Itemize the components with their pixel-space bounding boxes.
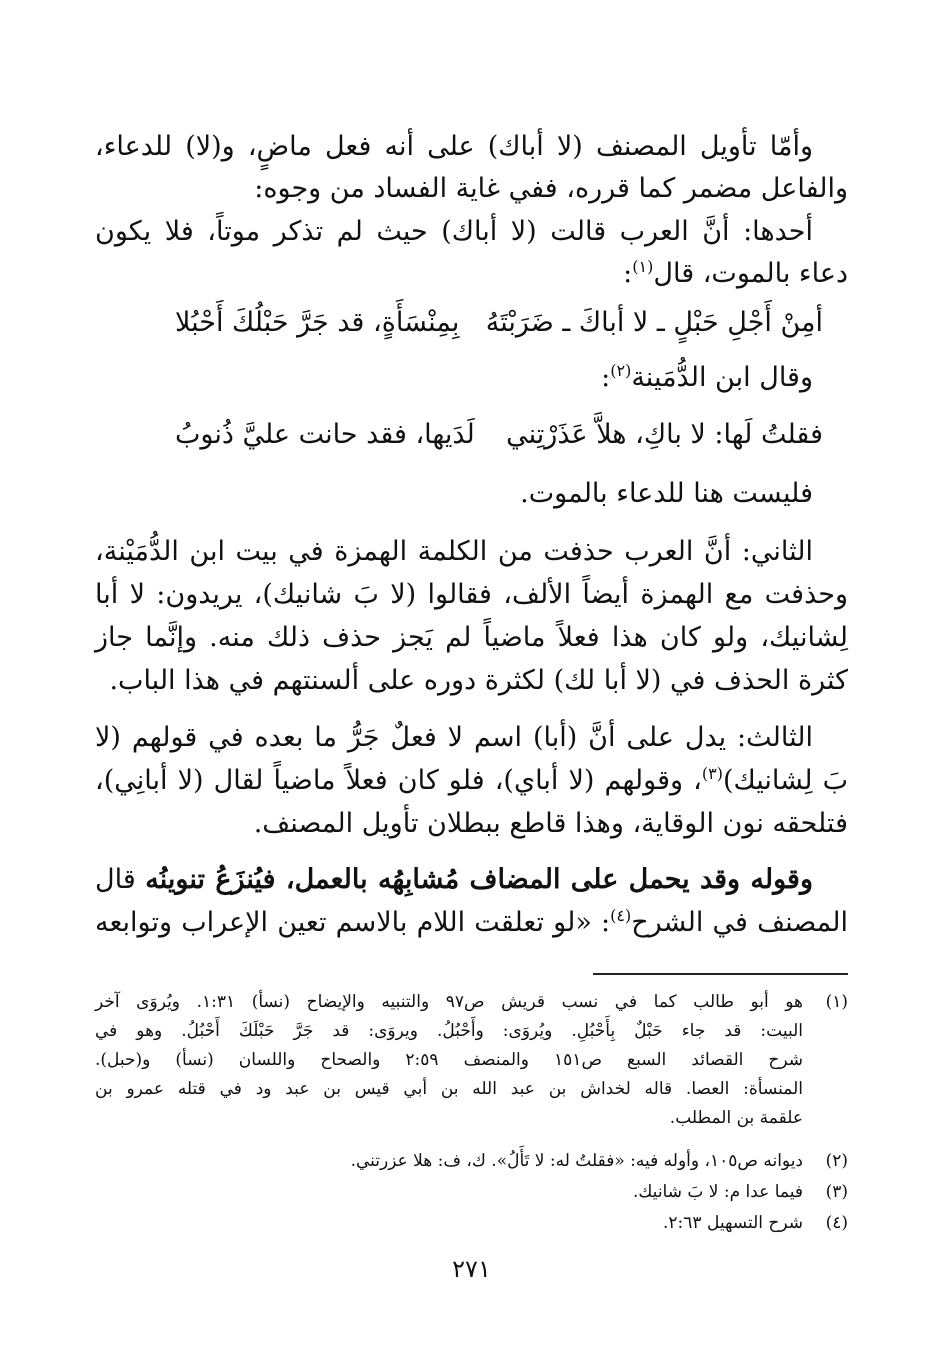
footnote-ref: (٢) (610, 361, 632, 380)
footnote-number: (٣) (825, 1182, 848, 1202)
body-line (95, 761, 848, 801)
body-line (95, 718, 813, 758)
body-line (95, 532, 813, 572)
footnote-number: (٤) (825, 1213, 848, 1233)
body-text: فليست هنا للدعاء بالموت. (520, 478, 813, 509)
body-text: وحذفت مع الهمزة أيضاً الألف، فقالوا (لا بَ شانيك)، يريدون: لا أبا (95, 579, 848, 610)
body-text: الثالث: يدل على أنَّ (أبا) اسم لا فعلٌ جَرُّ ما بعده في قولهم (لا (95, 722, 813, 753)
body-line (95, 169, 848, 209)
footnote-ref: (١) (632, 257, 654, 276)
body-text: فتلحقه نون الوقاية، وهذا قاطع ببطلان تأويل المصنف. (253, 808, 848, 839)
body-line (95, 575, 848, 615)
verse-hemistich-first: أمِنْ أَجْلِ حَبْلٍ ـ لا أباكَ ـ ضَرَبْتَهُ (485, 307, 823, 338)
body-text: بَ لِشانيك) (722, 765, 848, 796)
body-line (95, 618, 848, 658)
footnote-line: شرح القصائد السبع ص١٥١ والمنصف ٢:٥٩ والصحاح واللسان (نسأ) و(حبل). (95, 1050, 804, 1070)
footnote-line: هو أبو طالب كما في نسب قريش ص٩٧ والتنبيه والإيضاح (نسأ) ١:٣١. ويُروَى آخر (95, 992, 804, 1012)
footnote-line: علقمة بن المطلب. (669, 1108, 803, 1128)
body-text: : «لو تعلقت اللام بالاسم تعين الإعراب وتوابعه (95, 907, 611, 938)
footnote-line: ديوانه ص١٠٥، وأوله فيه: «فقلتُ له: لا تَأَلُ». ك، ف: هلا عزرتني. (350, 1151, 803, 1171)
body-text: كثرة الحذف في (لا أبا لك) لكثرة دوره على ألسنتهم في هذا الباب. (109, 665, 848, 696)
body-line (95, 903, 848, 943)
body-line (95, 127, 813, 167)
body-line (95, 860, 813, 900)
verse-hemistich-first: فقلتُ لَها: لا باكِ، هلاَّ عَذَرْتِني (506, 419, 823, 450)
verse-hemistich-second: لَدَيها، فقد حانت عليَّ ذُنوبُ (175, 419, 475, 450)
body-text: الثاني: أنَّ العرب حذفت من الكلمة الهمزة في بيت ابن الدُّمَيْنة، (95, 536, 813, 567)
body-line (95, 212, 813, 252)
body-text: قال (95, 864, 146, 895)
footnote-number: (٢) (825, 1151, 848, 1171)
footnote-line: شرح التسهيل ٢:٦٣. (663, 1213, 803, 1233)
footnote-separator (593, 973, 848, 975)
body-text: ، وقولهم (لا أباي)، فلو كان فعلاً ماضياً لقال (لا أبانِي)، (95, 765, 702, 796)
footnote-line: المنسأة: العصا. قاله لخداش بن عبد الله بن أبي قيس بن عبد ود في قتله عمرو بن (95, 1079, 803, 1099)
body-text: : (623, 258, 633, 289)
body-text: المصنف في الشرح (631, 907, 848, 938)
body-text: وأمّا تأويل المصنف (لا أباك) على أنه فعل ماضٍ، و(لا) للدعاء، (95, 131, 813, 162)
body-line (95, 358, 813, 398)
verse-hemistich-second: بِمِنْسَأَةٍ، قد جَرَّ حَبْلُكَ أَحْبُلا (175, 307, 460, 338)
quoted-matn-text: وقوله وقد يحمل على المضاف مُشابِهُه بالعمل، فيُنزَعُ تنوينُه (145, 864, 813, 895)
footnote-line: البيت: قد جاء حَبْلٌ بِأَحْبُلِ. ويُروَى: وأَحْبُلُ. ويروَى: قد جَرَّ حَبْلَكَ أَحْبُلُ. وهو في (95, 1021, 803, 1041)
body-line (95, 661, 848, 701)
body-text: أحدها: أنَّ العرب قالت (لا أباك) حيث لم تذكر موتاً، فلا يكون (95, 216, 813, 247)
footnote-number: (١) (825, 992, 848, 1012)
page-number: ٢٧١ (452, 1255, 491, 1283)
body-line (95, 474, 813, 514)
body-text: وقال ابن الدُّمَينة (631, 362, 813, 393)
body-line (95, 804, 848, 844)
footnote-ref: (٣) (701, 764, 723, 783)
body-text: : (601, 362, 611, 393)
body-text: والفاعل مضمر كما قرره، ففي غاية الفساد من وجوه: (254, 173, 848, 204)
footnote-line: فيما عدا م: لا بَ شانيك. (632, 1182, 803, 1202)
footnote-ref: (٤) (610, 906, 632, 925)
body-line (95, 254, 848, 294)
body-text: دعاء بالموت، قال (653, 258, 848, 289)
body-text: لِشانيك، ولو كان هذا فعلاً ماضياً لم يَجز حذف ذلك منه. وإنَّما جاز (95, 622, 848, 653)
